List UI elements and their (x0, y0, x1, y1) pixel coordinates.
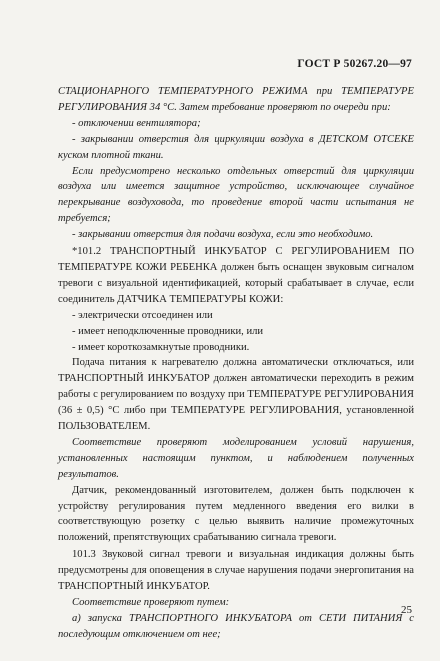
paragraph-heater-shutoff: Подача питания к нагревателю должна автоматически отключаться, или ТРАНСПОРТНЫЙ ИНКУБАТОР должен автоматически переходить в режим работы с регулированием по воздуху при ТЕМПЕРАТУРЕ РЕГУЛИРОВАНИЯ (36 ± 0,5) °С либо при ТЕМПЕРАТУРЕ РЕГУЛИРОВАНИЯ, установленной ПОЛЬЗОВАТЕЛЕМ. (58, 357, 414, 433)
list-item-unconnected-wires: - имеет неподключенные проводники, или (72, 325, 264, 337)
page-number: 25 (401, 604, 412, 616)
list-item-fan-off: - отключении вентилятора; (72, 117, 201, 129)
paragraph-test-conditions: СТАЦИОНАРНОГО ТЕМПЕРАТУРНОГО РЕЖИМА при ТЕМПЕРАТУРЕ РЕГУЛИРОВАНИЯ 34 °С. Затем требование проверяют по очереди при: (58, 86, 414, 113)
list-item-disconnected: - электрически отсоединен или (72, 309, 213, 321)
paragraph-compliance-by: Соответствие проверяют путем: (72, 597, 230, 608)
page-body (58, 84, 414, 643)
list-item-a-start: а) запуска ТРАНСПОРТНОГО ИНКУБАТОРА от СЕТИ ПИТАНИЯ с последующим отключением от нее; (58, 612, 414, 640)
clause-101-2: *101.2 ТРАНСПОРТНЫЙ ИНКУБАТОР С РЕГУЛИРОВАНИЕМ ПО ТЕМПЕРАТУРЕ КОЖИ РЕБЕНКА должен быть оснащен звуковым сигналом тревоги с визуальной идентификацией, который срабатывает в случае, если соединитель ДАТЧИКА ТЕМПЕРАТУРЫ КОЖИ: (58, 246, 414, 305)
paragraph-multiple-openings-note: Если предусмотрено несколько отдельных отверстий для циркуляции воздуха или имеется защитное устройство, исключающее случайное перекрывание воздуховода, то проведение второй части испытания не требуется; (58, 165, 414, 225)
list-item-cover-air-inlet: - закрывании отверстия для подачи воздуха, если это необходимо. (72, 229, 374, 241)
list-item-cover-circulation: - закрывании отверстия для циркуляции воздуха в ДЕТСКОМ ОТСЕКЕ куском плотной ткани. (58, 133, 414, 161)
paragraph-compliance-simulation: Соответствие проверяют моделированием условий нарушения, установленных настоящим пунктом, и наблюдением полученных результатов. (58, 436, 414, 480)
document-code: ГОСТ Р 50267.20—97 (297, 58, 412, 70)
paragraph-sensor-connection: Датчик, рекомендованный изготовителем, должен быть подключен к устройству регулирования путем медленного введения его вилки в соответствующую розетку с целью выявить наличие промежуточных положений, препятствующих срабатыванию сигнала тревоги. (58, 484, 414, 544)
list-item-short-circuit: - имеет короткозамкнутые проводники. (72, 341, 250, 353)
clause-101-3: 101.3 Звуковой сигнал тревоги и визуальная индикация должны быть предусмотрены для оповещения в случае нарушения подачи энергопитания на ТРАНСПОРТНЫЙ ИНКУБАТОР. (58, 549, 414, 593)
